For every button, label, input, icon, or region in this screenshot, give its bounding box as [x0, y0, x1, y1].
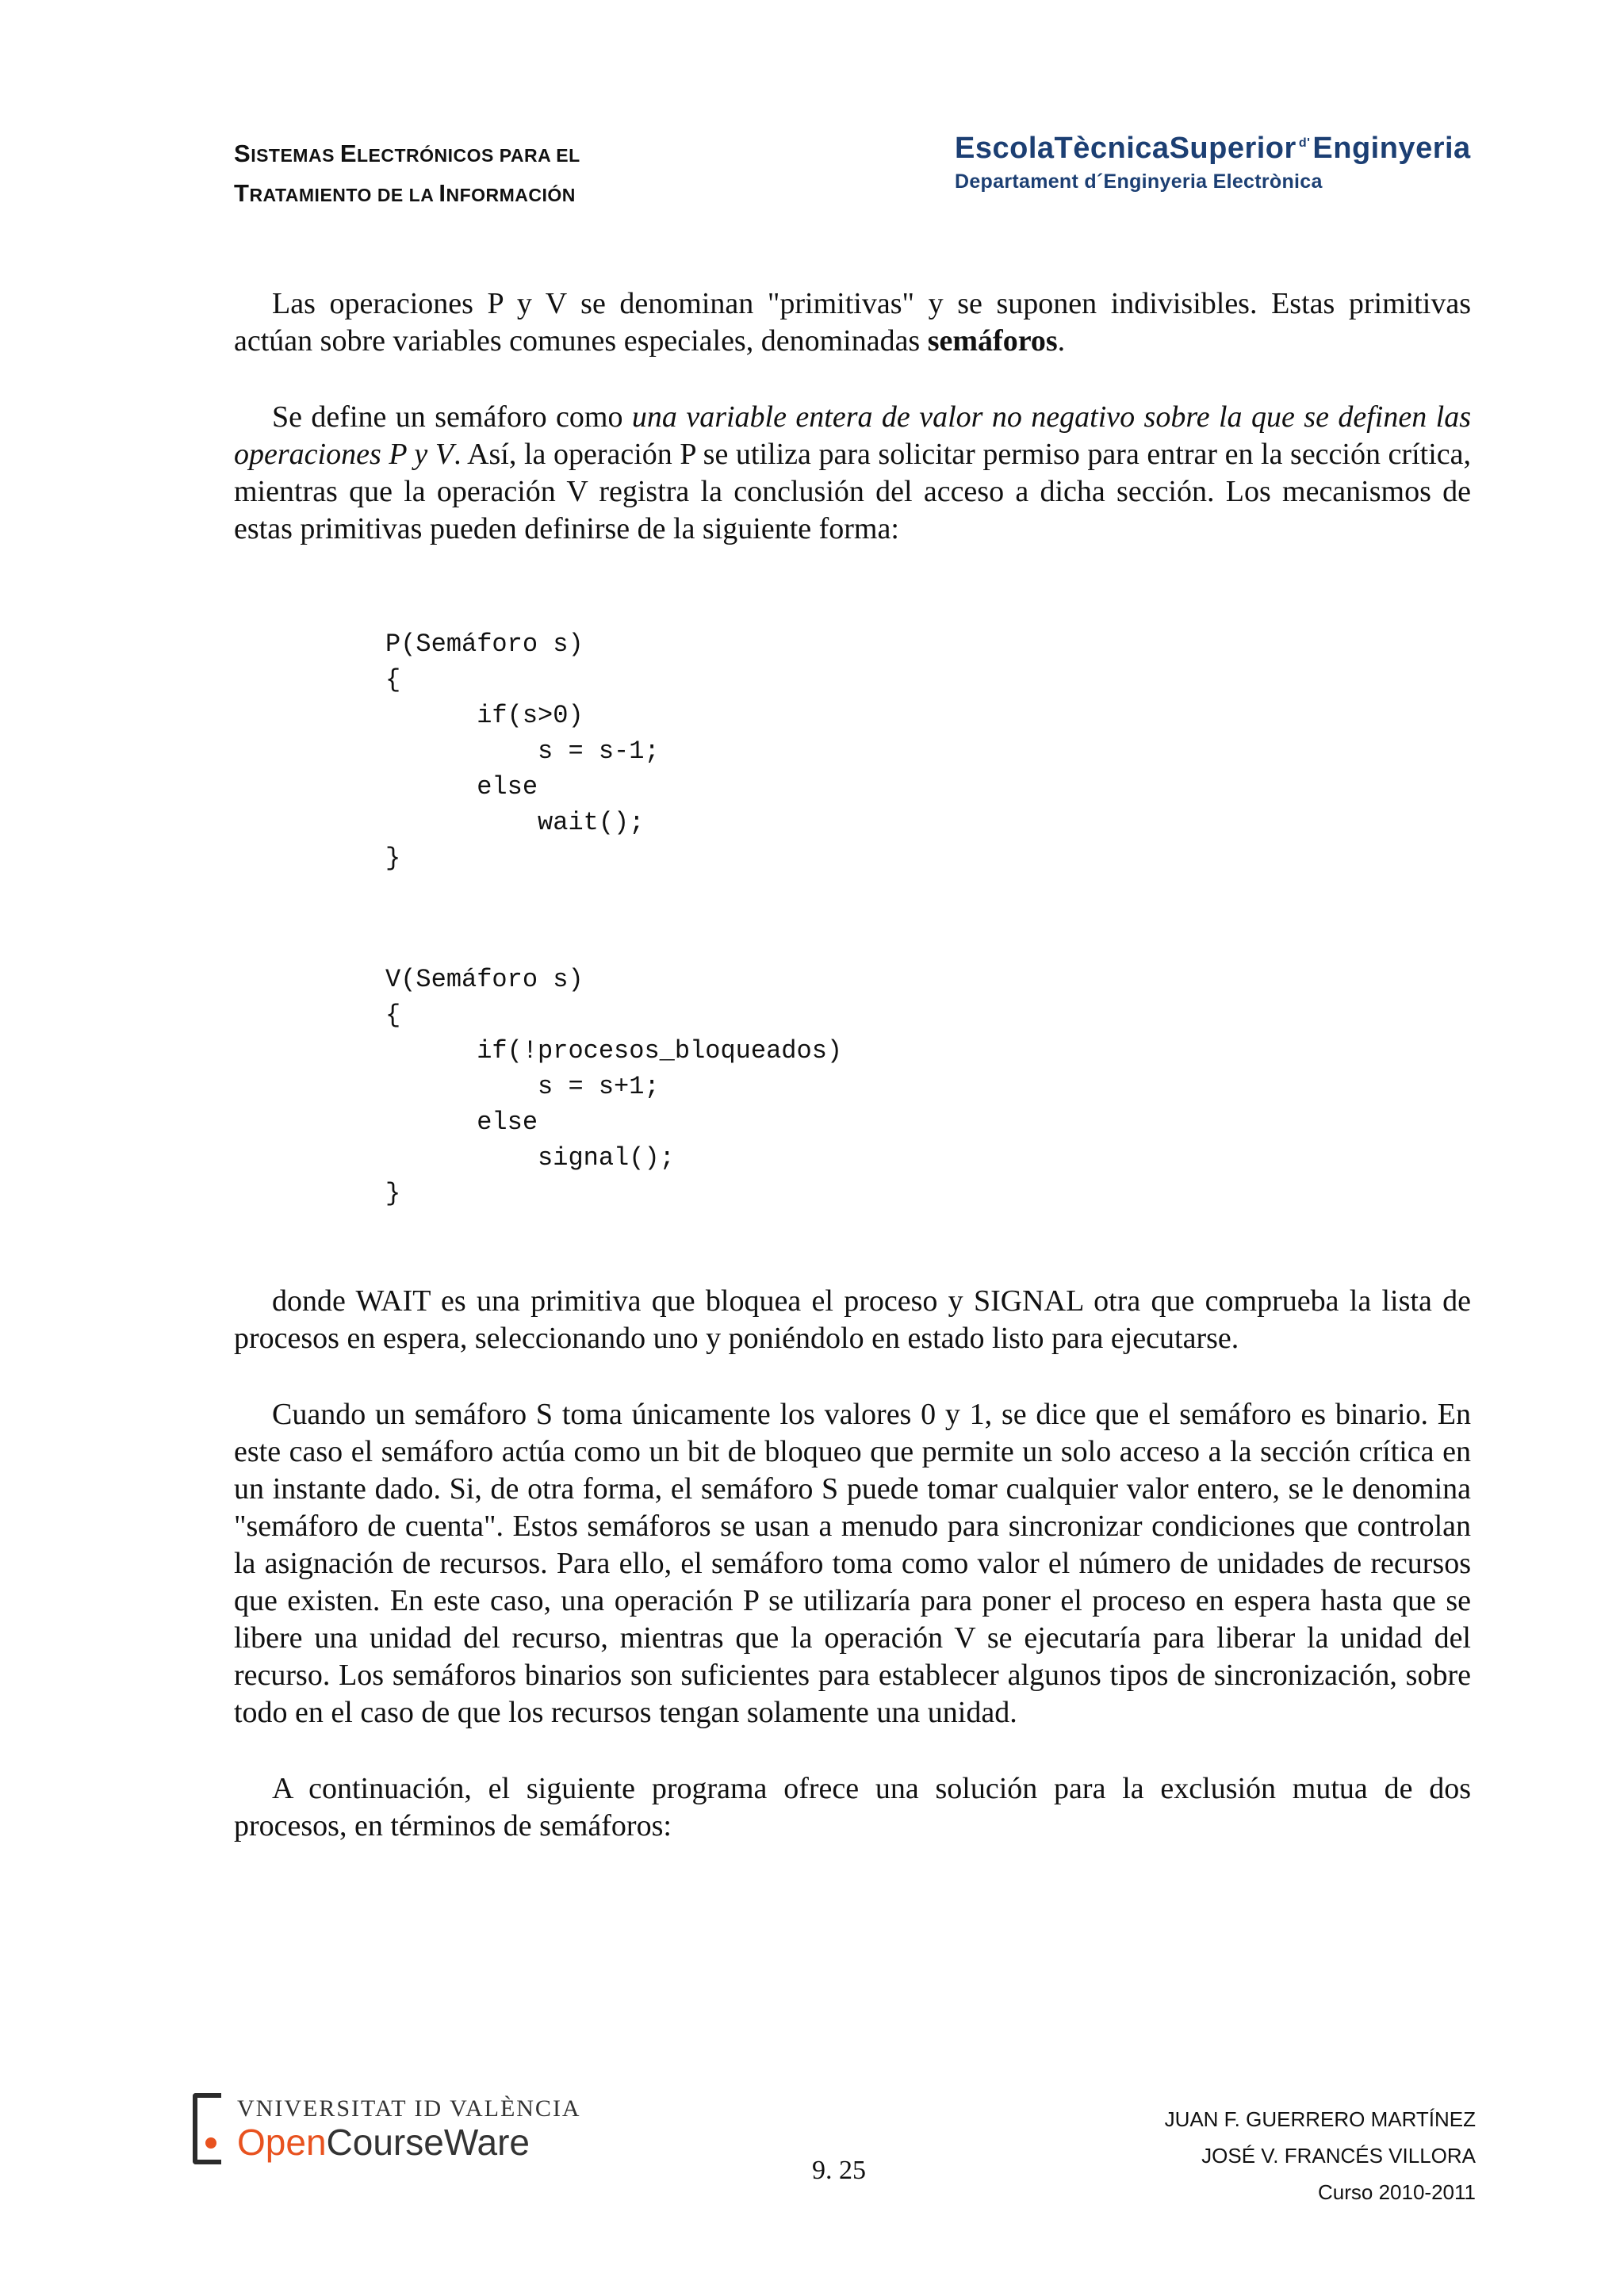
university-name: VNIVERSITAT ID VALÈNCIA	[237, 2095, 581, 2122]
body-text-bottom	[234, 1283, 1471, 1845]
author-2: JOSÉ V. FRANCÉS VILLORA	[1201, 2144, 1476, 2168]
author-1: JUAN F. GUERRERO MARTÍNEZ	[1164, 2107, 1476, 2131]
code-block-p	[385, 626, 660, 876]
code-line: }	[385, 1179, 401, 1208]
paragraph-wait-signal: donde WAIT es una primitiva que bloquea el proceso y SIGNAL otra que comprueba la lista de procesos en espera, seleccionando uno y poniéndolo en estado listo para ejecutarse.	[234, 1284, 1471, 1355]
authors-block	[1165, 2101, 1476, 2210]
code-line: {	[385, 1001, 401, 1030]
opencourseware-name: OpenCourseWare	[237, 2122, 530, 2163]
university-emblem-icon	[193, 2093, 221, 2164]
code-line: P(Semáforo s)	[385, 629, 584, 659]
department-name: Departament d´Enginyeria Electrònica	[955, 170, 1323, 193]
body-text-top	[234, 285, 1471, 548]
code-line: s = s-1;	[385, 737, 660, 766]
code-line: wait();	[385, 808, 645, 837]
code-line: if(s>0)	[385, 701, 584, 730]
code-block-v	[385, 962, 842, 1211]
code-line: s = s+1;	[385, 1072, 660, 1101]
course-title-line-2: TRATAMIENTO DE LA INFORMACIÓN	[234, 179, 576, 207]
course-year: Curso 2010-2011	[1318, 2180, 1476, 2204]
school-logo	[955, 132, 1470, 193]
code-line: V(Semáforo s)	[385, 965, 584, 994]
code-line: else	[385, 772, 538, 802]
code-line: else	[385, 1108, 538, 1137]
code-line: }	[385, 844, 401, 873]
course-title	[234, 141, 580, 220]
paragraph-primitives: Las operaciones P y V se denominan "primitivas" y se suponen indivisibles. Estas primitivas actúan sobre variables comunes especiales, denominadas semáforos.	[234, 287, 1471, 358]
course-title-line-1: SISTEMAS ELECTRÓNICOS PARA EL	[234, 140, 580, 167]
paragraph-mutual-exclusion: A continuación, el siguiente programa ofrece una solución para la exclusión mutua de dos procesos, en términos de semáforos:	[234, 1772, 1471, 1843]
paragraph-semaphore-definition: Se define un semáforo como una variable entera de valor no negativo sobre la que se definen las operaciones P y V. Así, la operación P se utiliza para solicitar permiso para entrar en la sección crítica, mientras que la operación V registra la conclusión del acceso a dicha sección. Los mecanismos de estas primitivas pueden definirse de la siguiente forma:	[234, 400, 1471, 545]
code-line: {	[385, 665, 401, 695]
page-number: 9. 25	[812, 2156, 866, 2185]
code-line: signal();	[385, 1143, 675, 1173]
school-name: EscolaTècnicaSuperior $^{d'}$Enginyeria	[955, 132, 1471, 165]
paragraph-binary-semaphore: Cuando un semáforo S toma únicamente los valores 0 y 1, se dice que el semáforo es binario. En este caso el semáforo actúa como un bit de bloqueo que permite un solo acceso a la sección crítica en un instante dado. Si, de otra forma, el semáforo S puede tomar cualquier valor entero, se le denomina "semáforo de cuenta". Estos semáforos se usan a menudo para sincronizar condiciones que controlan la asignación de recursos. Para ello, el semáforo toma como valor el número de unidades de recursos que existen. En este caso, una operación P se utilizaría para poner el proceso en espera hasta que se libere una unidad del recurso, mientras que la operación V se ejecutaría para liberar la unidad del recurso. Los semáforos binarios son suficientes para establecer algunos tipos de sincronización, sobre todo en el caso de que los recursos tengan solamente una unidad.	[234, 1398, 1471, 1729]
code-line: if(!procesos_bloqueados)	[385, 1036, 843, 1066]
ocw-logo	[193, 2093, 581, 2164]
